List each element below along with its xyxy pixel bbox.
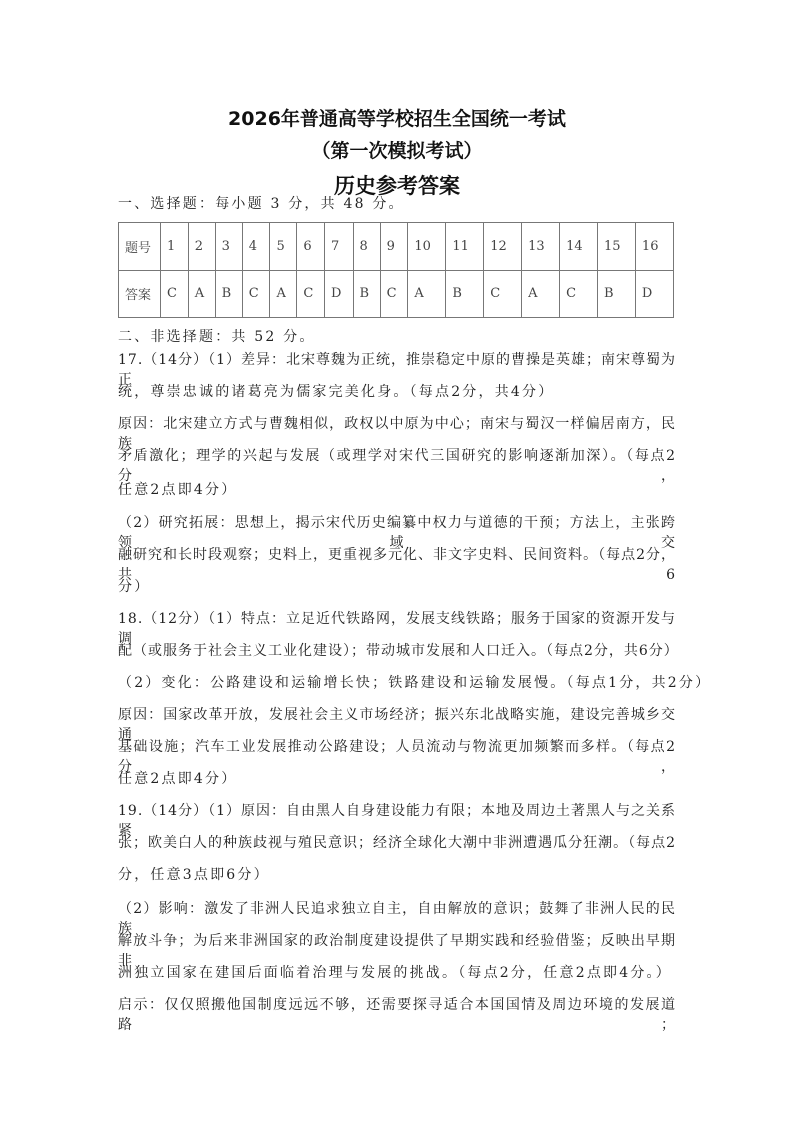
- document-title: 历史参考答案: [334, 174, 460, 198]
- answer-line: 融研究和长时段观察；史料上，更重视多元化、非文字史料、民间资料。（每点2分，共6: [118, 547, 676, 583]
- answer-cell: C: [297, 270, 325, 318]
- question-number: 13: [522, 223, 560, 271]
- answer-cell: B: [446, 270, 484, 318]
- answer-line: 张；欧美白人的种族歧视与殖民意识；经济全球化大潮中非洲遭遇瓜分狂潮。（每点2: [118, 835, 676, 851]
- answer-cell: B: [353, 270, 380, 318]
- question-number: 11: [446, 223, 484, 271]
- question-number: 6: [297, 223, 325, 271]
- answer-cell: B: [215, 270, 242, 318]
- exam-title: 2026年普通高等学校招生全国统一考试: [228, 108, 566, 130]
- question-number: 15: [598, 223, 636, 271]
- question-number: 12: [484, 223, 522, 271]
- answer-cell: B: [598, 270, 636, 318]
- question-number: 14: [560, 223, 598, 271]
- question-number: 16: [635, 223, 673, 271]
- answer-cell: C: [560, 270, 598, 318]
- answer-line: 启示：仅仅照搬他国制度远远不够，还需要探寻适合本国国情及周边环境的发展道路；: [118, 997, 676, 1033]
- question-number: 8: [353, 223, 380, 271]
- answer-line: （2）研究拓展：思想上，揭示宋代历史编纂中权力与道德的干预；方法上，主张跨领域交: [118, 515, 676, 551]
- question-number: 2: [188, 223, 215, 271]
- question-number: 7: [325, 223, 353, 271]
- answer-row: [119, 270, 674, 318]
- exam-subtitle: （第一次模拟考试）: [311, 140, 483, 162]
- answer-cell: D: [325, 270, 353, 318]
- answer-line: 原因：北宋建立方式与曹魏相似，政权以中原为中心；南宋与蜀汉一样偏居南方，民族: [118, 416, 676, 452]
- question-number: 1: [161, 223, 189, 271]
- row-label: 题号: [119, 223, 161, 271]
- answer-line: 基础设施；汽车工业发展推动公路建设；人员流动与物流更加频繁而多样。（每点2分，: [118, 739, 676, 775]
- question-number: 10: [408, 223, 446, 271]
- number-row: [119, 223, 674, 271]
- answer-line: 17.（14分）（1）差异：北宋尊魏为正统，推崇稳定中原的曹操是英雄；南宋尊蜀为正: [118, 352, 676, 388]
- question-number: 9: [380, 223, 408, 271]
- answer-line: （2）变化：公路建设和运输增长快；铁路建设和运输发展慢。（每点1分，共2分）: [118, 675, 712, 691]
- answer-cell: C: [161, 270, 189, 318]
- answer-line: 配（或服务于社会主义工业化建设）；带动城市发展和人口迁入。（每点2分，共6分）: [118, 643, 679, 659]
- answer-line: 分，任意3点即6分）: [118, 867, 270, 883]
- answer-line: 矛盾激化；理学的兴起与发展（或理学对宋代三国研究的影响逐渐加深）。（每点2分，: [118, 448, 676, 484]
- answer-cell: A: [408, 270, 446, 318]
- answer-line: 任意2点即4分）: [118, 771, 238, 787]
- answer-cell: C: [484, 270, 522, 318]
- answer-line: （2）影响：激发了非洲人民追求独立自主，自由解放的意识；鼓舞了非洲人民的民族: [118, 901, 676, 937]
- answer-cell: D: [635, 270, 673, 318]
- answer-cell: A: [270, 270, 297, 318]
- answer-line: 统，尊崇忠诚的诸葛亮为儒家完美化身。（每点2分，共4分）: [118, 384, 555, 400]
- section1-heading: 一、选择题：每小题 3 分，共 48 分。: [118, 196, 405, 212]
- question-number: 5: [270, 223, 297, 271]
- answer-cell: C: [380, 270, 408, 318]
- row-label: 答案: [119, 270, 161, 318]
- answer-line: 19.（14分）（1）原因：自由黑人自身建设能力有限；本地及周边土著黑人与之关系紧: [118, 803, 676, 839]
- answer-line: 分）: [118, 579, 151, 595]
- answer-line: 洲独立国家在建国后面临着治理与发展的挑战。（每点2分，任意2点即4分。）: [118, 965, 672, 981]
- answer-cell: A: [522, 270, 560, 318]
- answer-line: 原因：国家改革开放，发展社会主义市场经济；振兴东北战略实施，建设完善城乡交通: [118, 707, 676, 743]
- answer-line: 任意2点即4分）: [118, 482, 238, 498]
- question-number: 3: [215, 223, 242, 271]
- answer-line: 解放斗争；为后来非洲国家的政治制度建设提供了早期实践和经验借鉴；反映出早期非: [118, 933, 676, 969]
- answer-line: 18.（12分）（1）特点：立足近代铁路网，发展支线铁路；服务于国家的资源开发与调: [118, 611, 676, 647]
- question-number: 4: [242, 223, 270, 271]
- section2-heading: 二、非选择题：共 52 分。: [118, 329, 316, 345]
- answer-cell: C: [242, 270, 270, 318]
- answer-cell: A: [188, 270, 215, 318]
- answer-table: [118, 222, 674, 318]
